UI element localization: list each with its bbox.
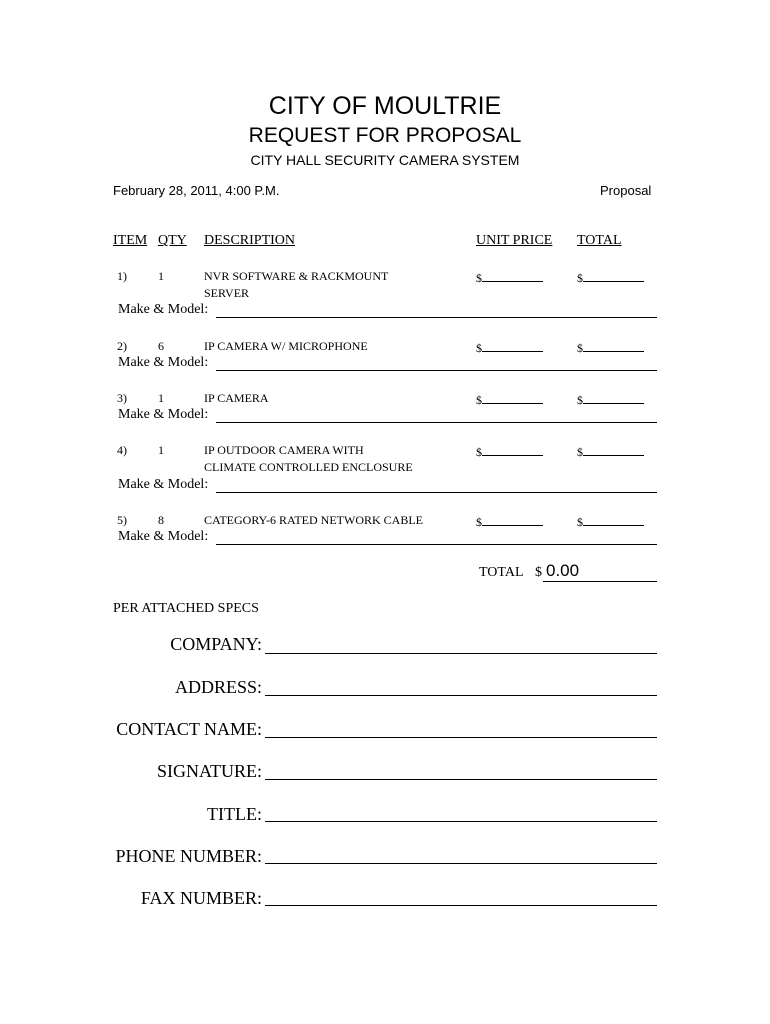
item-qty: 6 [158, 339, 164, 353]
due-date: February 28, 2011, 4:00 P.M. [113, 183, 280, 198]
contact-name-label: CONTACT NAME: [116, 719, 262, 739]
col-header-unit-price: UNIT PRICE [476, 233, 553, 248]
grand-total-value: 0.00 [546, 561, 580, 580]
company-field[interactable] [265, 653, 657, 654]
signature-field[interactable] [265, 779, 657, 780]
title-label: TITLE: [207, 804, 262, 824]
unit-price-field[interactable] [476, 339, 543, 356]
make-model-label: Make & Model: [118, 302, 209, 317]
page-title: CITY OF MOULTRIE [268, 92, 502, 120]
item-description-line2: SERVER [204, 286, 250, 300]
make-model-field[interactable] [216, 370, 657, 371]
phone-number-label: PHONE NUMBER: [115, 846, 262, 866]
specs-note: PER ATTACHED SPECS [113, 601, 259, 616]
dollar-sign: $ [577, 445, 583, 459]
unit-price-field[interactable] [476, 391, 543, 408]
dollar-sign: $ [577, 393, 583, 407]
grand-total-label: TOTAL [479, 565, 524, 580]
item-qty: 1 [158, 443, 164, 457]
make-model-field[interactable] [216, 422, 657, 423]
col-header-item: ITEM [113, 233, 148, 248]
line-total-field[interactable] [577, 391, 644, 408]
dollar-sign: $ [577, 341, 583, 355]
item-description-line1: NVR SOFTWARE & RACKMOUNT [204, 269, 389, 283]
make-model-label: Make & Model: [118, 407, 209, 422]
make-model-label: Make & Model: [118, 477, 209, 492]
dollar-sign: $ [476, 341, 482, 355]
unit-price-field[interactable] [476, 513, 543, 530]
make-model-label: Make & Model: [118, 355, 209, 370]
item-description-line1: CATEGORY-6 RATED NETWORK CABLE [204, 513, 423, 527]
grand-total-dollar: $ [535, 565, 542, 580]
col-header-description: DESCRIPTION [204, 233, 296, 248]
item-description-line2: CLIMATE CONTROLLED ENCLOSURE [204, 460, 413, 474]
title-field[interactable] [265, 821, 657, 822]
address-field[interactable] [265, 695, 657, 696]
doc-type-label: Proposal [600, 183, 652, 198]
item-description-line1: IP CAMERA [204, 391, 269, 405]
item-qty: 8 [158, 513, 164, 527]
project-name: CITY HALL SECURITY CAMERA SYSTEM [250, 152, 520, 168]
make-model-field[interactable] [216, 492, 657, 493]
line-total-field[interactable] [577, 269, 644, 286]
item-number: 1) [117, 269, 127, 283]
unit-price-field[interactable] [476, 269, 543, 286]
col-header-total: TOTAL [577, 233, 622, 248]
fax-number-label: FAX NUMBER: [140, 888, 262, 908]
item-description-line1: IP CAMERA W/ MICROPHONE [204, 339, 368, 353]
line-total-field[interactable] [577, 443, 644, 460]
make-model-field[interactable] [216, 317, 657, 318]
make-model-label: Make & Model: [118, 529, 209, 544]
dollar-sign: $ [476, 445, 482, 459]
item-qty: 1 [158, 269, 164, 283]
signature-label: SIGNATURE: [156, 761, 262, 781]
dollar-sign: $ [476, 271, 482, 285]
unit-price-field[interactable] [476, 443, 543, 460]
line-total-field[interactable] [577, 339, 644, 356]
fax-number-field[interactable] [265, 905, 657, 906]
item-number: 2) [117, 339, 127, 353]
item-description-line1: IP OUTDOOR CAMERA WITH [204, 443, 364, 457]
item-qty: 1 [158, 391, 164, 405]
grand-total-field[interactable] [543, 581, 657, 582]
col-header-qty: QTY [158, 233, 187, 248]
item-number: 5) [117, 513, 127, 527]
contact-name-field[interactable] [265, 737, 657, 738]
page-subtitle: REQUEST FOR PROPOSAL [248, 124, 522, 147]
dollar-sign: $ [577, 271, 583, 285]
dollar-sign: $ [476, 393, 482, 407]
line-total-field[interactable] [577, 513, 644, 530]
company-label: COMPANY: [170, 634, 262, 654]
dollar-sign: $ [476, 515, 482, 529]
address-label: ADDRESS: [174, 677, 262, 697]
make-model-field[interactable] [216, 544, 657, 545]
dollar-sign: $ [577, 515, 583, 529]
item-number: 3) [117, 391, 127, 405]
phone-number-field[interactable] [265, 863, 657, 864]
item-number: 4) [117, 443, 127, 457]
